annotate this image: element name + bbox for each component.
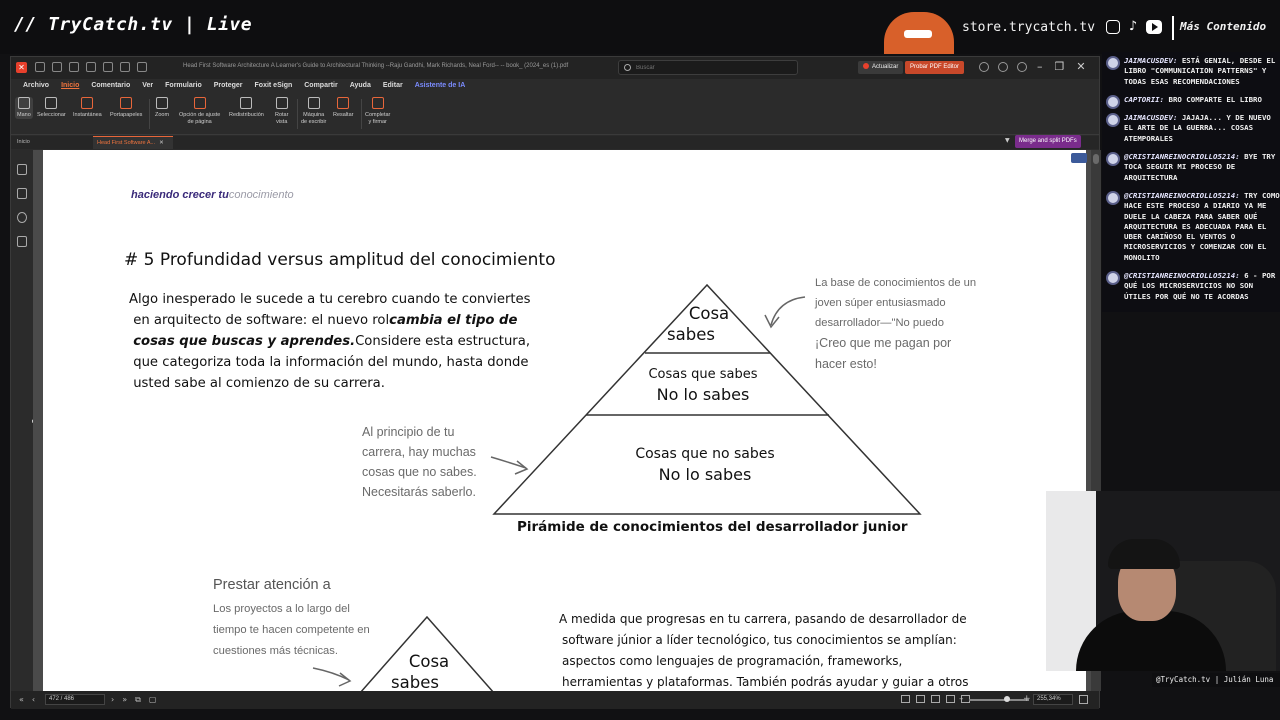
zoom-slider-knob[interactable]	[1004, 696, 1010, 702]
pyramid-bottom-label-1: Cosas que no sabes	[635, 446, 775, 462]
pyramid-top-label-1: Cosa	[688, 304, 730, 323]
select-tool-button[interactable]	[37, 97, 66, 119]
document-viewport[interactable]	[33, 150, 1091, 691]
note-bottom-line: Los proyectos a lo largo del	[213, 603, 350, 615]
merge-split-button[interactable]: Merge and split PDFs	[1015, 135, 1081, 148]
redo-icon[interactable]	[120, 62, 130, 72]
update-button[interactable]	[858, 61, 903, 74]
menu-comentario[interactable]: Comentario	[91, 82, 131, 89]
scrollbar-thumb[interactable]	[1093, 154, 1099, 164]
document-tabs	[11, 136, 1099, 149]
chat-text: ESTÁ GENIAL, DESDE EL LIBRO "COMMUNICATION PATTERNS" Y TODAS ESAS RECOMENDACIONES	[1124, 56, 1276, 86]
search-icon	[624, 64, 631, 71]
typewriter-icon	[308, 97, 320, 109]
more-options-icon[interactable]	[1017, 62, 1027, 72]
pdf-page	[43, 150, 1086, 691]
chat-avatar-icon	[1106, 191, 1120, 205]
highlight-button[interactable]	[333, 97, 353, 119]
clipboard-label: Portapapeles	[110, 112, 143, 118]
note-bottom-line: tiempo te hacen competente en	[213, 624, 370, 636]
menu-inicio[interactable]: Inicio	[61, 82, 80, 89]
ribbon-separator	[297, 99, 298, 129]
account-icon[interactable]	[998, 62, 1008, 72]
pyramid2-top-label-1: Cosa	[408, 652, 450, 671]
stream-title: // TryCatch.tv | Live	[14, 14, 253, 35]
pyramid-top-label-2: sabes	[667, 325, 715, 344]
single-page-view-icon[interactable]	[901, 695, 910, 703]
chat-avatar-icon	[1106, 56, 1120, 70]
pages-icon[interactable]	[17, 188, 27, 199]
pdf-reader-window	[10, 56, 1100, 708]
update-dot-icon	[863, 63, 869, 69]
social-icons	[1106, 20, 1162, 34]
zoom-in-icon[interactable]: +	[1023, 694, 1031, 704]
chat-username: @CRISTIANREINOCRIOLLO5214:	[1124, 190, 1240, 200]
page-nav-badge-icon[interactable]	[1071, 153, 1087, 163]
search-box[interactable]	[618, 60, 798, 75]
page-nav-left	[19, 695, 35, 704]
note-left-line: cosas que no sabes.	[362, 465, 477, 479]
comments-icon[interactable]	[17, 212, 27, 223]
menu-editar[interactable]: Editar	[382, 82, 403, 89]
menu-proteger[interactable]: Proteger	[213, 82, 243, 89]
notification-bell-icon[interactable]	[979, 62, 989, 72]
note-left-line: carrera, hay muchas	[362, 445, 476, 459]
pyramid-caption: Pirámide de conocimientos del desarrollador junior	[517, 519, 908, 535]
note-left	[362, 422, 477, 502]
menu-compartir[interactable]: Compartir	[304, 82, 338, 89]
body-paragraph	[559, 609, 969, 691]
fill-sign-label-2: y firmar	[368, 119, 387, 125]
window-controls	[1037, 60, 1086, 73]
chat-username: @CRISTIANREINOCRIOLLO5214:	[1124, 271, 1240, 281]
chat-username: JAIMACUSDEV:	[1124, 56, 1178, 65]
chat-avatar-icon	[1106, 95, 1120, 109]
chat-message	[1102, 95, 1280, 105]
clipboard-icon	[120, 97, 132, 109]
highlight-label: Resaltar	[333, 112, 354, 118]
rotate-label-1: Rotar	[275, 112, 289, 118]
hand-label: Mano	[17, 112, 31, 118]
chat-message	[1102, 113, 1280, 144]
para1-line: Algo inesperado le sucede a tu cerebro cuando te conviertes	[129, 292, 531, 307]
tab-document-label: Head First Software A...	[97, 140, 156, 146]
note-right-line: hacer esto!	[815, 357, 877, 371]
bookmark-icon[interactable]	[17, 164, 27, 175]
typewriter-label-1: Máquina	[303, 112, 325, 118]
ribbon-separator	[361, 99, 362, 129]
try-pdf-editor-button[interactable]: Probar PDF Editor	[905, 61, 964, 74]
note-right-line: desarrollador—"No puedo	[815, 317, 944, 329]
para2-line: A medida que progresas en tu carrera, pasando de desarrollador de	[559, 612, 967, 626]
cover-view-icon[interactable]	[946, 695, 955, 703]
more-content-label: Más Contenido	[1180, 20, 1267, 33]
select-text-icon	[45, 97, 57, 109]
pyramid2-top-label-2: sabes	[391, 673, 439, 691]
chat-text: BRO COMPARTE EL LIBRO	[1164, 94, 1262, 104]
snapshot-icon	[81, 97, 93, 109]
para1-line: usted sabe al comienzo de su carrera.	[133, 376, 385, 391]
chat-username: CAPTORII:	[1124, 94, 1165, 104]
chat-text: JAJAJA... Y DE NUEVO EL ARTE DE LA GUERRA... COSAS ATEMPORALES	[1124, 113, 1271, 143]
save-icon[interactable]	[52, 62, 62, 72]
zoom-button[interactable]	[155, 97, 169, 119]
chat-message	[1102, 56, 1280, 87]
rotate-view-button[interactable]	[275, 97, 288, 126]
chat-username: @CRISTIANREINOCRIOLLO5214:	[1124, 152, 1240, 162]
snapshot-button[interactable]	[73, 97, 102, 119]
chat-text: 6 - POR QUÉ LOS MICROSERVICIOS NO SON ÚTILES POR QUÉ NO TE ACORDAS	[1124, 271, 1276, 301]
menu-ai-assistant[interactable]: Asistente de IA	[414, 82, 466, 89]
note-right-line: La base de conocimientos de un	[815, 277, 977, 289]
stream-header	[0, 0, 1280, 54]
restore-icon[interactable]: ❐	[1054, 60, 1065, 73]
tab-home[interactable]: Inicio	[17, 139, 30, 145]
para1-bold: cambia el tipo de	[389, 313, 518, 328]
hand-tool-icon[interactable]	[137, 62, 147, 72]
header-light: conocimiento	[228, 189, 294, 201]
tab-close-icon[interactable]: ✕	[159, 140, 164, 146]
note-bottom	[213, 599, 370, 662]
page-fit-button[interactable]	[179, 97, 220, 126]
fill-sign-label-1: Completar	[365, 112, 391, 118]
zoom-icon	[156, 97, 168, 109]
close-icon[interactable]: ✕	[1076, 60, 1086, 73]
rotate-label-2: vista	[276, 119, 288, 125]
attachments-icon[interactable]	[17, 236, 27, 247]
para2-line: aspectos como lenguajes de programación, frameworks,	[562, 654, 903, 668]
chat-text: TRY COMO HACE ESTE PROCESO A DIARIO YA ME DUELE LA CABEZA PARA SABER QUÉ ARQUITECTURA ES ADECUADA PARA EL UBER CARIÑOSO EL VENTOS O MICROSERVICIOS Y COMENZAR CON EL MONOLITO	[1124, 190, 1280, 262]
zoom-value-field[interactable]: 255,34%	[1033, 694, 1073, 705]
para1-line: en arquitecto de software: el nuevo rol	[133, 313, 390, 328]
chat-message	[1102, 152, 1280, 183]
quick-access-toolbar	[35, 62, 147, 72]
two-page-icon[interactable]: ⧉	[135, 695, 141, 704]
hand-icon	[18, 97, 30, 109]
note-right	[815, 273, 976, 375]
chat-text: BYE TRY TOCA SEGUIR MI PROCESO DE ARQUITECTURA	[1124, 152, 1276, 182]
fullscreen-icon[interactable]	[1079, 695, 1088, 704]
instagram-icon	[1106, 20, 1120, 34]
chevron-down-icon[interactable]: ▼	[1005, 137, 1010, 144]
chat-avatar-icon	[1106, 152, 1120, 166]
hand-tool-button[interactable]	[15, 97, 33, 119]
select-label: Seleccionar	[37, 112, 66, 118]
note-left-arrow	[491, 457, 526, 468]
page-fit-label-1: Opción de ajuste	[179, 112, 221, 118]
chat-message	[1102, 191, 1280, 263]
chat-messages	[1102, 52, 1280, 302]
menu-ver[interactable]: Ver	[142, 82, 154, 89]
note-bottom-line: cuestiones más técnicas.	[213, 645, 338, 657]
next-page-icon[interactable]: ›	[111, 695, 115, 704]
fill-sign-icon	[372, 97, 384, 109]
webcam-caption: @TryCatch.tv | Julián Luna	[1152, 673, 1280, 687]
menu-foxit-esign[interactable]: Foxit eSign	[254, 82, 293, 89]
typewriter-label-2: de escribir	[301, 119, 327, 125]
para1-line: Considere esta estructura,	[355, 334, 531, 349]
reflow-icon	[240, 97, 252, 109]
properties-icon[interactable]	[86, 62, 96, 72]
note-right-line: joven súper entusiasmado	[815, 297, 946, 309]
pyramid-bottom-label-2: No lo sabes	[658, 465, 752, 484]
snapshot-label: Instantánea	[73, 112, 102, 118]
fit-page-icon[interactable]: ▢	[148, 695, 157, 704]
undo-icon[interactable]	[103, 62, 113, 72]
note-left-line: Necesitarás saberlo.	[362, 485, 476, 499]
last-page-icon[interactable]: »	[122, 695, 128, 704]
page-nav-right	[111, 695, 156, 705]
webcam-feed	[1046, 491, 1280, 671]
youtube-icon	[1146, 20, 1162, 34]
ribbon-separator	[149, 99, 150, 129]
note-left-arrowhead	[515, 461, 527, 474]
reflow-button[interactable]	[229, 97, 264, 119]
trycatch-logo	[904, 30, 932, 38]
header-bold: haciendo crecer tu	[131, 189, 229, 201]
para2-line: herramientas y plataformas. También podrás ayudar y guiar a otros	[562, 675, 969, 689]
para1-bold: cosas que buscas y aprendes.	[133, 334, 356, 349]
reflow-label: Redistribución	[229, 112, 264, 118]
document-title: Head First Software Architecture A Learner's Guide to Architectural Thinking --Raju Gandhi, Mark Richards, Neal Ford-- -- book_ (2024_es (1).pdf	[183, 63, 569, 69]
pyramid-mid-label-1: Cosas que sabes	[648, 367, 758, 382]
zoom-slider[interactable]	[969, 699, 1029, 701]
zoom-out-icon[interactable]: –	[959, 694, 964, 704]
typewriter-button[interactable]	[301, 97, 326, 126]
chat-avatar-icon	[1106, 113, 1120, 127]
page-fit-icon	[194, 97, 206, 109]
search-input[interactable]	[636, 62, 786, 73]
chat-message	[1102, 271, 1280, 302]
prev-page-icon[interactable]: ‹	[31, 695, 36, 704]
highlight-icon	[337, 97, 349, 109]
menu-bar	[11, 79, 1099, 93]
update-label: Actualizar	[872, 64, 899, 70]
fill-sign-button[interactable]	[365, 97, 390, 126]
para1-line: que categoriza toda la información del mundo, hasta donde	[133, 355, 529, 370]
navigation-panel	[11, 150, 33, 691]
clipboard-button[interactable]	[110, 97, 142, 119]
chat-avatar-icon	[1106, 271, 1120, 285]
note-bottom-arrowhead	[339, 673, 350, 686]
section-title: # 5 Profundidad versus amplitud del conocimiento	[124, 250, 556, 270]
ribbon-toolbar	[11, 93, 1099, 135]
print-icon[interactable]	[69, 62, 79, 72]
minimize-icon[interactable]: –	[1037, 60, 1043, 73]
title-bar	[11, 57, 1099, 79]
menu-formulario[interactable]: Formulario	[165, 82, 202, 89]
menu-ayuda[interactable]: Ayuda	[349, 82, 371, 89]
note-bottom-arrow	[313, 668, 349, 680]
note-left-line: Al principio de tu	[362, 425, 455, 439]
para2-line: software júnior a líder tecnológico, tus conocimientos se amplían:	[562, 633, 957, 647]
page-fit-label-2: de página	[187, 119, 212, 125]
facing-view-icon[interactable]	[931, 695, 940, 703]
streamer-shirt-graphic	[884, 12, 954, 54]
header-divider	[1172, 16, 1174, 40]
foxit-logo-icon[interactable]: ✕	[16, 62, 27, 73]
continuous-view-icon[interactable]	[916, 695, 925, 703]
live-chat-panel	[1102, 52, 1280, 312]
status-bar	[11, 691, 1099, 709]
titlebar-icons	[979, 62, 1027, 72]
zoom-label: Zoom	[155, 112, 170, 118]
tiktok-icon: ♪	[1128, 19, 1138, 34]
store-url: store.trycatch.tv	[962, 20, 1096, 35]
chat-username: JAIMACUSDEV:	[1124, 113, 1178, 123]
rotate-icon	[276, 97, 288, 109]
menu-archivo[interactable]: Archivo	[23, 82, 50, 89]
webcam-cap	[1108, 539, 1180, 569]
open-icon[interactable]	[35, 62, 45, 72]
note-bottom-title: Prestar atención a	[213, 577, 331, 593]
tab-document[interactable]	[93, 136, 173, 149]
page-number-input[interactable]: 472 / 486	[45, 694, 105, 705]
pyramid-mid-label-2: No lo sabes	[656, 385, 750, 404]
first-page-icon[interactable]: «	[19, 695, 24, 704]
note-right-line: ¡Creo que me pagan por	[815, 336, 952, 350]
